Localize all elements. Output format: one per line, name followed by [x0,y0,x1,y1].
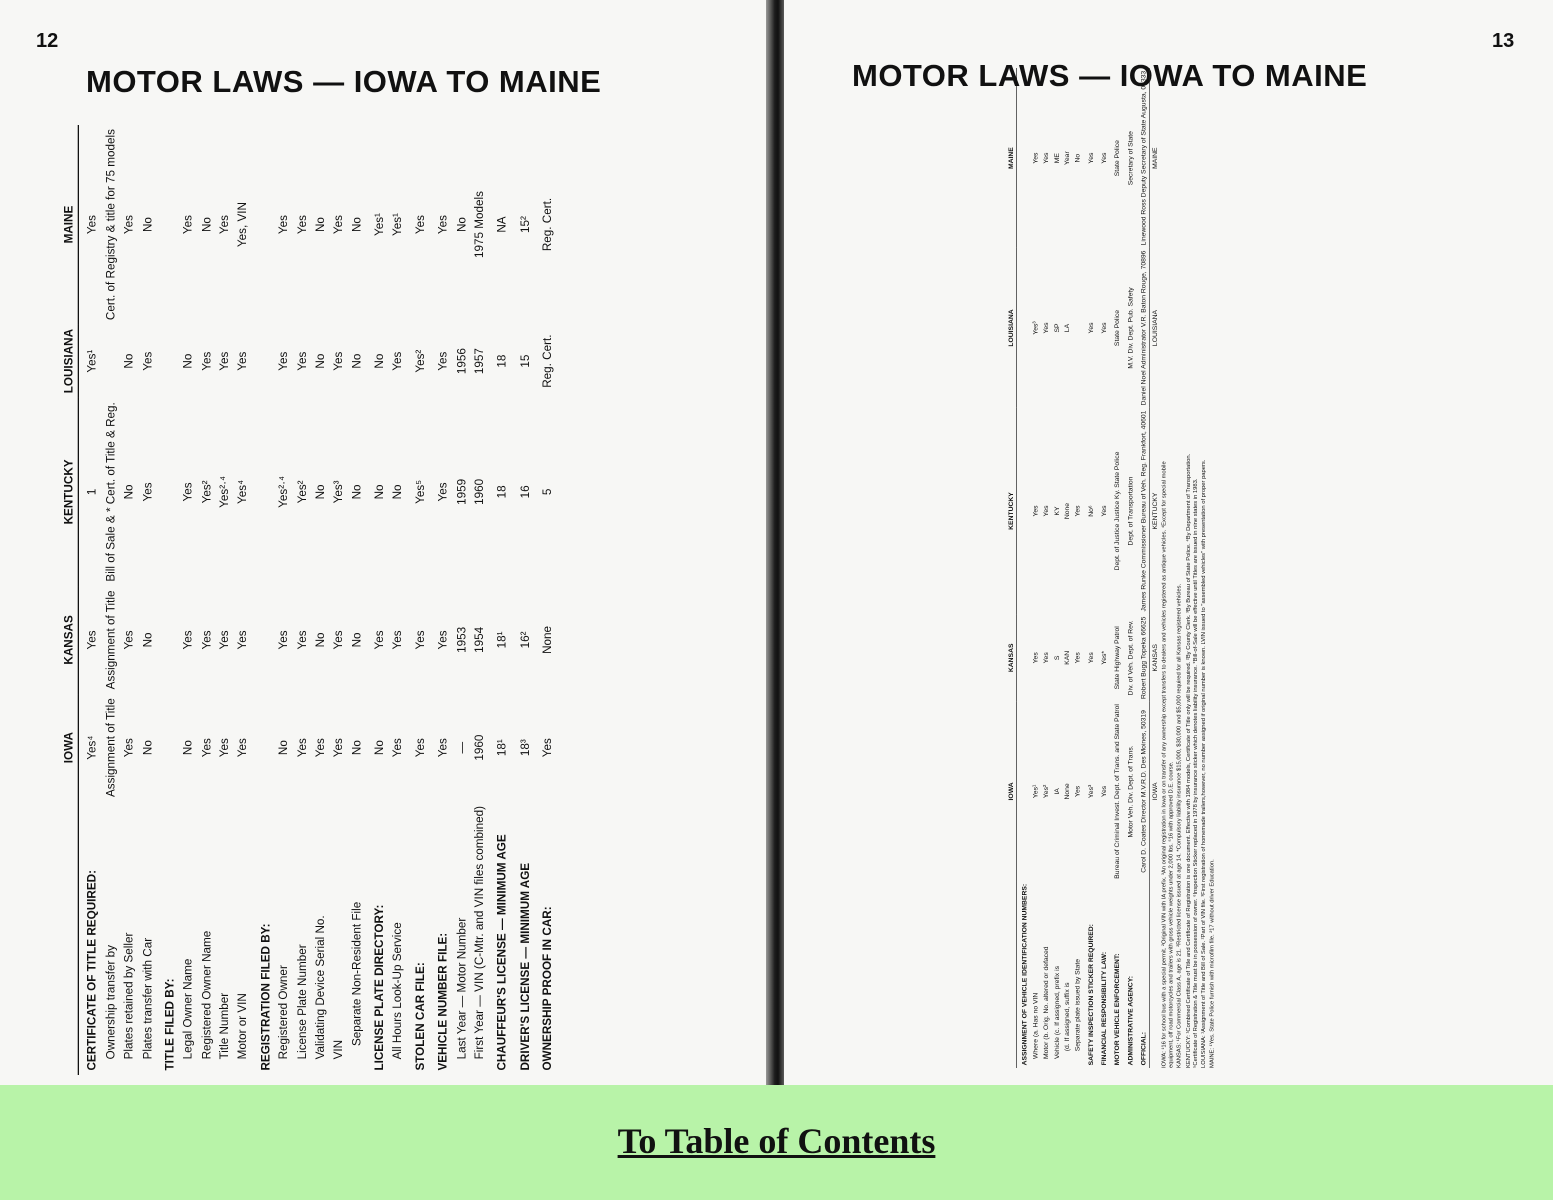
table-cell: Yes [436,351,450,371]
table-cell: Yes [1031,652,1040,664]
table-row [1073,68,1084,1068]
table-cell: Bureau of Criminal Invest. Dept. of Trans. and State Patrol [1113,704,1122,879]
left-page [0,0,770,1085]
row-label: Registered Owner [277,965,291,1060]
table-cell: Yes, VIN [236,202,250,248]
column-header-kentucky: KENTUCKY [60,398,79,586]
table-cell: IA [1052,788,1061,795]
table-cell: Reg. Cert. [541,334,555,388]
left-page-title: MOTOR LAWS — IOWA TO MAINE [86,64,602,99]
table-row [102,125,120,1075]
table-cell: No [122,484,136,500]
table-cell: Yes⁵ [413,479,428,504]
table-cell: Yes [436,630,450,650]
row-label: Plates retained by Seller [122,932,136,1060]
table-row [1062,68,1073,1068]
table-cell [252,398,275,586]
row-label: First Year — VIN (C-Mtr. and VIN files combined) [473,805,487,1060]
row-label: VIN [332,1039,346,1060]
table-row [453,125,471,1075]
table-cell: Yes [1042,652,1050,664]
table-cell: No [350,632,364,648]
table-cell: State Police [1113,309,1122,347]
table-cell: 18¹ [495,739,510,757]
table-cell: Yes [218,738,232,758]
table-cell: 1975 Models [473,191,487,259]
row-label: REGISTRATION FILED BY: [259,923,273,1071]
table-cell: Yes [181,630,196,650]
table-cell [157,694,180,802]
table-cell: MAINE [1149,68,1160,248]
row-label: LICENSE PLATE DIRECTORY: [372,904,387,1071]
table-cell: Dept. of Justice Justice Ky. State Police [1113,451,1122,571]
table-cell: Yes [1100,322,1108,334]
label-header [60,801,79,1075]
table-cell: Dept. of Transportation [1126,476,1135,546]
table-cell: No [391,484,405,500]
table-cell [1073,248,1084,408]
table-row [430,125,453,1075]
table-cell: 18 [495,485,510,499]
table-cell: Yes [199,630,214,650]
table-cell: Yes³ [1031,321,1040,335]
table-cell: Yes [218,630,232,650]
table-cell: Yes⁴ [236,479,250,504]
table-cell: Yes [199,738,214,758]
table-cell: 1957 [473,348,487,375]
table-cell: None [1063,502,1072,520]
table-cell [252,325,275,398]
table-cell: LOUISIANA [1149,248,1160,408]
table-cell: Yes² [199,480,214,504]
table-cell: Yes [236,630,250,650]
table-cell: Yes [295,351,309,371]
table-cell [157,586,180,694]
table-cell: Yes [1086,152,1095,164]
table-cell: Yes [391,738,405,758]
row-label: Legal Owner Name [181,958,196,1060]
table-cell: None [1063,783,1072,800]
table-cell: 1959 [454,478,469,505]
table-cell: M.V. Div. Dept. Pub. Safety [1126,287,1135,369]
table-cell [157,125,180,325]
column-header-iowa: IOWA [1006,702,1017,882]
row-label: Last Year — Motor Number [454,917,469,1060]
table-cell: Yes [1073,652,1082,664]
table-cell: 1960 [473,734,487,761]
table-cell: No [313,632,328,648]
table-cell: No [350,353,364,369]
row-label: SAFETY INSPECTION STICKER REQUIRED: [1086,924,1095,1066]
table-cell: Yes [372,630,387,650]
table-cell: ME [1052,153,1061,164]
table-cell: No [140,740,155,756]
table-row [1109,68,1122,1068]
table-cell: Yes [122,738,136,758]
table-row [1051,68,1062,1068]
right-page [784,0,1553,1085]
table-cell: Yes [332,738,346,758]
table-cell: Linewood Ross Deputy Secretary of State Augusta, 04333 [1139,70,1148,246]
table-cell: KAN [1063,650,1072,665]
row-label: Title Number [218,992,232,1060]
footnotes [1160,452,1217,1068]
table-cell: Yes [1086,652,1095,664]
table-cell [252,694,275,802]
table-cell: 15² [518,216,532,233]
table-cell: No [122,353,136,369]
table-cell: Yes [1100,505,1108,517]
row-label: Ownership transfer by [104,945,118,1060]
right-motor-laws-table [1006,68,1160,1068]
row-label: (d. If assigned, suffix is [1063,982,1072,1052]
table-row [1030,68,1041,1068]
table-cell: Yes [1100,785,1108,797]
table-row [1149,68,1160,1068]
table-cell: Yes² [295,480,309,504]
table-cell: — [454,741,469,754]
table-cell: Yes [1100,152,1108,164]
table-cell [252,586,275,694]
table-cell: Yes [295,214,309,235]
table-row [1123,68,1136,1068]
table-cell [1017,614,1030,701]
row-label: VEHICLE NUMBER FILE: [436,932,450,1071]
table-cell: Yes [413,214,428,235]
table-cell [1017,68,1030,248]
table-cell: No [313,484,328,500]
table-row [157,125,180,1075]
table-cell: No [181,353,196,369]
table-cell: SP [1052,323,1061,333]
table-cell: No [350,740,364,756]
table-row [330,125,348,1075]
table-cell: Secretary of State [1126,131,1135,186]
row-label: ASSIGNMENT OF VEHICLE IDENTIFICATION NUMBERS: [1021,883,1029,1066]
table-cell: Daniel Noel Administrator V.R. Baton Rouge, 70896 [1139,250,1148,406]
table-cell: Yes [277,214,291,235]
table-cell: Yes [140,351,155,371]
row-label: MOTOR VEHICLE ENFORCEMENT: [1113,953,1122,1066]
table-row [1096,68,1109,1068]
table-cell: No [313,353,328,369]
table-cell: James Runke Commissioner Bureau of Veh. Reg. Frankfort, 40601 [1139,410,1148,612]
table-cell: Yes¹ [391,213,405,237]
table-cell: No [372,484,387,500]
table-cell: Yes¹ [86,349,100,373]
table-row [489,125,512,1075]
table-cell: Yes [122,630,136,650]
table-row [534,125,557,1075]
table-cell: Yes [332,630,346,650]
table-cell: Yes [140,482,155,502]
column-header-kentucky: KENTUCKY [1006,408,1017,614]
table-cell: Yes⁴ [86,735,100,760]
row-label: Where (a. Has no VIN [1031,992,1040,1059]
right-page-title: MOTOR LAWS — IOWA TO MAINE [852,58,1368,93]
table-row [1083,68,1096,1068]
table-cell: Yes [413,738,428,758]
left-page-number: 12 [36,30,59,52]
table-row [275,125,293,1075]
table-cell: No [454,217,469,233]
table-of-contents-link[interactable]: To Table of Contents [617,1121,936,1161]
row-label: All Hours Look-Up Service [391,922,405,1060]
table-cell: Yes²·⁴ [218,475,232,508]
table-cell: Yes [332,214,346,235]
table-row [79,125,102,1075]
table-cell: No [277,740,291,756]
table-cell [157,398,180,586]
table-cell: 16² [518,631,532,649]
table-cell: No [313,217,328,233]
table-cell: No⁶ [1086,505,1095,517]
table-cell: 15 [518,354,532,368]
table-cell: IOWA [1149,702,1160,882]
row-label: CERTIFICATE OF TITLE REQUIRED: [86,870,100,1071]
table-cell: Yes [218,351,232,371]
table-cell: Yes [541,738,555,758]
table-cell: Yes [332,351,346,371]
table-cell: Yes [1031,505,1040,517]
table-row [179,125,197,1075]
table-cell: Yes* [1100,650,1108,665]
row-label: Vehicle (c. If assigned, prefix is [1052,966,1061,1059]
table-cell: LA [1063,323,1072,333]
table-row [198,125,216,1075]
table-row [216,125,234,1075]
table-cell: Yes [1086,322,1095,334]
table-cell: Yes [277,630,291,650]
table-cell: Yes [236,738,250,758]
table-row [234,125,252,1075]
table-cell: Yes [1073,505,1082,517]
table-cell: NA [495,216,510,233]
table-cell [102,325,120,398]
table-row [366,125,389,1075]
table-cell: Yes [295,738,309,758]
row-label: OWNERSHIP PROOF IN CAR: [541,906,555,1071]
table-cell: State Police [1113,140,1122,177]
table-cell: Yes [1031,152,1040,164]
table-cell: 1953 [454,626,469,653]
table-cell: No [372,740,387,756]
table-cell: KANSAS [1149,614,1160,701]
table-cell: Carol D. Coates Director M.V.R.D. Des Moines, 50319 [1139,710,1148,873]
row-label: Separate Non-Resident File [350,901,364,1047]
footnote: KANSAS: ¹For Commercial Class A, age is 21. ²Restricted license issued at age 14. *Compulsory liability insurance $15,000, $30,000 and $5,000 required for all Kansas registered vehicles. [1175,583,1183,1068]
table-cell: Yes [1042,322,1050,334]
row-label: Validating Device Serial No. [313,915,328,1060]
row-label: CHAUFFEUR'S LICENSE — MINIMUM AGE [495,834,510,1071]
table-cell: Yes²·⁴ [277,475,291,508]
footnote: IOWA: ¹16 for school bus with a special permit. ²Original VIN with IA prefix. ³An original registration in Iowa or on transfer of any ownership except transfers to dealers and vehicles registered as antique vehicles. ⁴Except for special mobile equipment, off road motorcycles and trailers with gross vehicle weights under 2,000 lbs. ⁵16 with approved D.E. course. [1160,461,1174,1068]
right-page-number: 13 [1492,30,1515,52]
row-label: TITLE FILED BY: [163,978,177,1071]
table-row [1136,68,1149,1068]
footnote: MAINE: ¹Yes. State Police furnish with microfilm file. ²17 without driver Education. [1208,859,1216,1068]
row-label: ADMINISTRATIVE AGENCY: [1126,976,1135,1066]
table-cell: Yes [1042,505,1050,517]
table-cell: No [350,217,364,233]
table-cell: 1954 [473,626,487,653]
table-cell: Yes² [1042,784,1050,799]
column-header-kansas: KANSAS [60,586,79,694]
table-cell: Yes [436,482,450,502]
table-cell: 18³ [518,739,532,757]
table-cell: Yes [122,214,136,235]
table-cell: Yes [413,630,428,650]
table-cell: Yes [295,630,309,650]
table-cell: None [541,625,555,654]
table-row [471,125,489,1075]
table-cell: Yes [86,630,100,650]
table-cell: Yes [199,351,214,371]
table-row [407,125,430,1075]
table-cell: Yes [436,214,450,235]
table-cell: Robert Bugg Topeka 66625 [1139,616,1148,699]
table-cell: 1 [86,488,100,496]
column-header-maine: MAINE [1006,68,1017,248]
column-header-iowa: IOWA [60,694,79,802]
table-cell [252,125,275,325]
row-label: OFFICIAL: [1139,1031,1148,1066]
left-motor-laws-table [60,125,557,1075]
table-row [1041,68,1052,1068]
table-cell: No [181,740,196,756]
table-row [312,125,330,1075]
table-cell: Yes [86,214,100,235]
table-cell: Yes [1073,785,1082,797]
table-cell: Yes [181,214,196,235]
footnote: KENTUCKY: ¹Combined Certificate of Title and Certificate of Registration is one document. Effective with 1984 models, Certificate of Title only will be required. ²By County Clerk. ³By Bureau of State Police. ⁴By Department of Transportation. ⁵Certificate of Registration & Title must be in possession of owner. ⁶Inspection Sticker replaced in 1978 by insurance sticker which denotes liability insurance. *Bill-of-Sale will be effective until Titles are issued in nine states in 1983. [1184,453,1199,1068]
table-cell: 5 [541,488,555,496]
table-row [512,125,535,1075]
table-cell: 18¹ [495,631,510,649]
table-cell: Yes [313,738,328,758]
table-cell: No [1073,153,1082,163]
row-label: DRIVER'S LICENSE — MINIMUM AGE [518,862,532,1071]
table-cell: 18 [495,354,510,368]
row-label: STOLEN CAR FILE: [413,962,428,1071]
table-row [293,125,311,1075]
table-cell: Yes [236,351,250,371]
table-cell: Yes [181,482,196,502]
label-header [1006,881,1017,1068]
table-cell: Yes [277,351,291,371]
table-cell: S [1052,655,1061,661]
column-header-louisiana: LOUISIANA [1006,248,1017,408]
table-cell: Yes [1042,152,1050,164]
table-cell: Yes¹ [372,213,387,237]
table-row [389,125,407,1075]
row-label: Motor (b. Orig. No. altered or defaced [1042,946,1050,1059]
row-label: Registered Owner Name [199,930,214,1060]
table-cell [1017,702,1030,882]
table-cell: No [140,632,155,648]
column-header-kansas: KANSAS [1006,614,1017,701]
table-cell: No [372,353,387,369]
table-cell: Yes [391,351,405,371]
right-table-rotator [1006,68,1216,1068]
table-cell: Yes [436,738,450,758]
table-row [120,125,138,1075]
table-cell: KY [1052,506,1061,516]
table-cell: Yes³ [1086,784,1095,799]
row-label: Motor or VIN [236,993,250,1060]
left-table-rotator [60,125,557,1075]
table-cell: No [199,217,214,233]
table-cell: KENTUCKY [1149,408,1160,614]
table-cell: Yes³ [332,480,346,504]
table-cell: 16 [518,485,532,499]
footnote: LOUISIANA: ¹Assignment of Title and Bill of Sale. ²Part of VIN file. ³First registration of homemade trailers,however, no number assigned if original number is known. LVIN issued to "assembled vehicles" with presentation of proper papers. [1200,459,1207,1068]
table-row [1017,68,1030,1068]
table-cell [157,325,180,398]
table-cell: State Highway Patrol [1113,626,1122,690]
table-cell: Bill of Sale & * Cert. of Title & Reg. [104,402,118,582]
table-cell: Yes [218,214,232,235]
column-header-maine: MAINE [60,125,79,325]
row-label: License Plate Number [295,944,309,1060]
table-row [139,125,157,1075]
table-cell: Yes² [413,349,428,373]
table-cell: Div. of Veh. Dept. of Rev. [1126,620,1135,696]
table-cell: No [140,217,155,233]
table-cell: No [350,484,364,500]
table-cell [1017,248,1030,408]
table-cell: Cert. of Registry & title for 75 models [104,128,118,321]
row-label [1149,881,1160,1068]
table-row [348,125,366,1075]
table-cell: Reg. Cert. [541,197,555,252]
column-header-louisiana: LOUISIANA [60,325,79,398]
table-cell: Yes¹ [1031,784,1040,799]
table-cell: 1960 [473,478,487,505]
table-row [252,125,275,1075]
table-cell: 1956 [454,348,469,375]
table-cell: Assignment of Title [104,590,118,690]
row-label: Separate plate issued by State [1073,959,1082,1052]
table-cell [1017,408,1030,614]
table-cell: Yes [391,630,405,650]
table-cell: Assignment of Title [104,698,118,798]
table-cell: Motor Veh. Div. Dept. of Trans. [1126,745,1135,838]
row-label: Plates transfer with Car [140,937,155,1060]
row-label: FINANCIAL RESPONSIBILITY LAW: [1100,951,1108,1066]
table-cell: Year [1063,151,1072,165]
